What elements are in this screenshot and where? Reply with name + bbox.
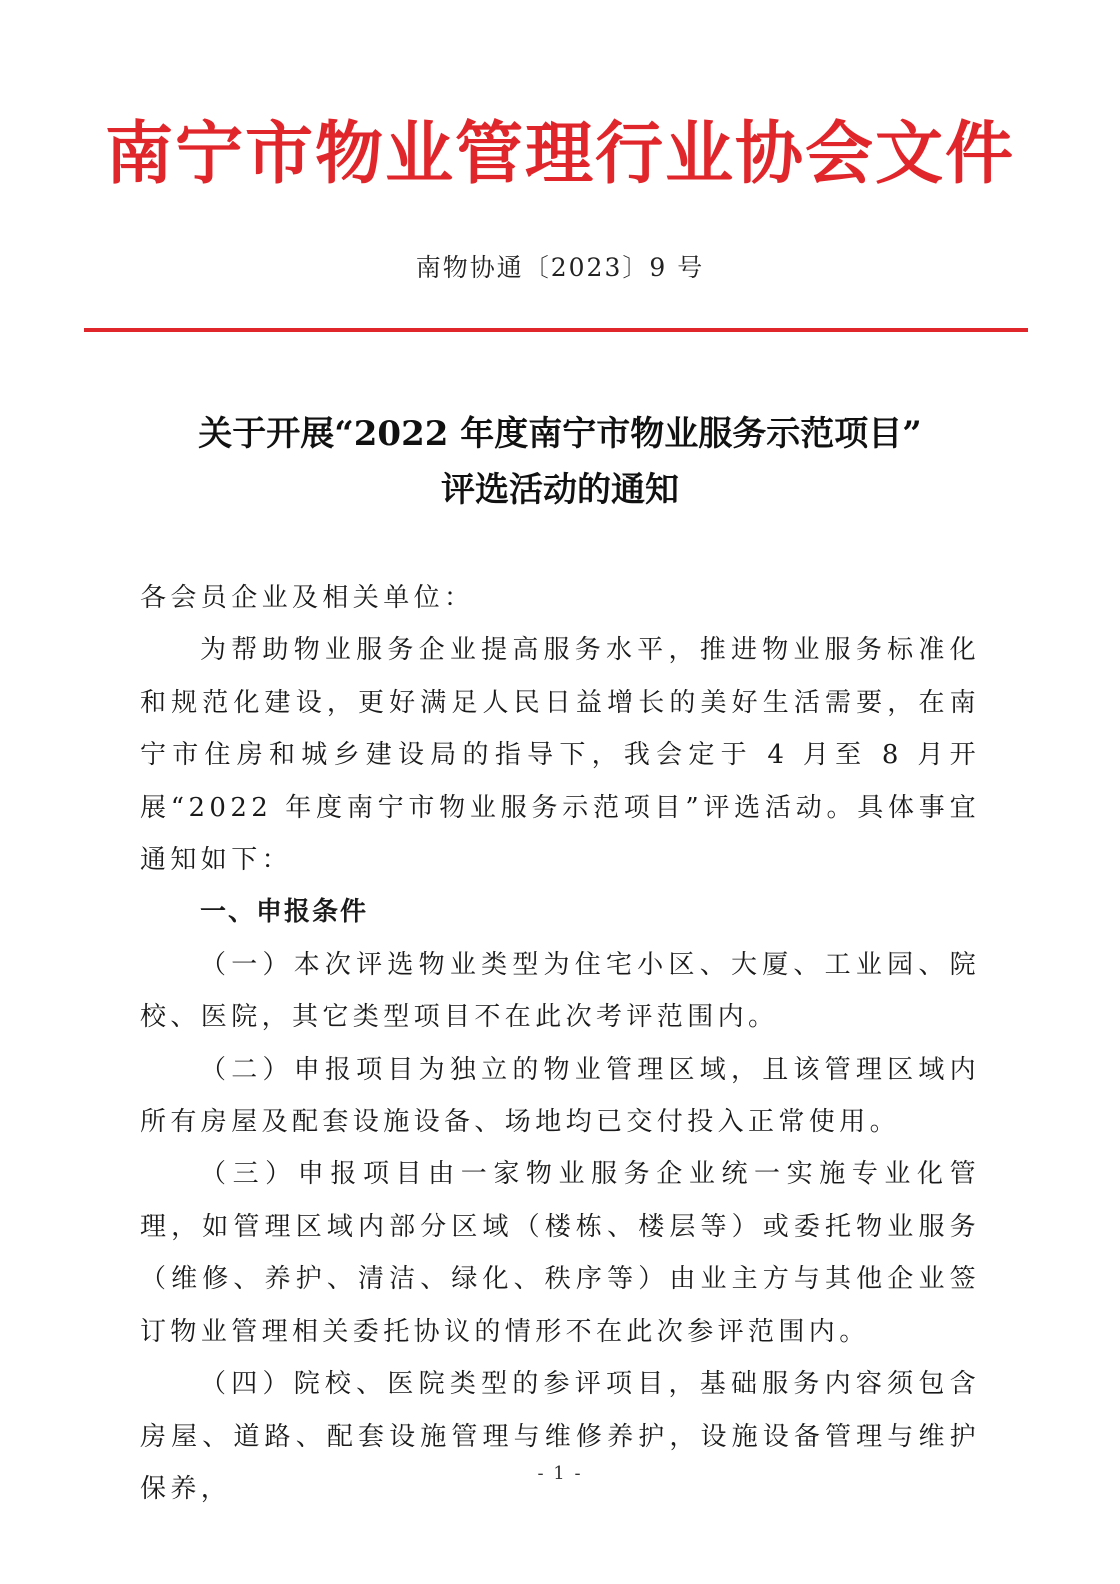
condition-item-4: （四）院校、医院类型的参评项目，基础服务内容须包含房屋、道路、配套设施管理与维修养护，设施设备管理与维护保养， bbox=[140, 1369, 980, 1504]
document-number: 南物协通〔2023〕9 号 bbox=[415, 253, 705, 282]
section-heading-conditions: 一、申报条件 bbox=[200, 897, 369, 928]
condition-item-3: （三）申报项目由一家物业服务企业统一实施专业化管理，如管理区域内部分区域（楼栋、楼层等）或委托物业服务（维修、养护、清洁、绿化、秩序等）由业主方与其他企业签订物业管理相关委托协议的情形不在此次参评范围内。 bbox=[140, 1159, 980, 1347]
notice-title-line-2: 评选活动的通知 bbox=[441, 470, 679, 510]
notice-title-line-1: 关于开展“2022 年度南宁市物业服务示范项目” bbox=[198, 414, 922, 454]
intro-paragraph: 为帮助物业服务企业提高服务水平，推进物业服务标准化和规范化建设，更好满足人民日益增长的美好生活需要，在南宁市住房和城乡建设局的指导下，我会定于 4 月至 8 月开展“2022 年度南宁市物业服务示范项目”评选活动。具体事宜通知如下： bbox=[140, 635, 980, 876]
red-divider-line bbox=[84, 328, 1028, 332]
salutation: 各会员企业及相关单位： bbox=[140, 583, 475, 613]
condition-item-1: （一）本次评选物业类型为住宅小区、大厦、工业园、院校、医院，其它类型项目不在此次考评范围内。 bbox=[140, 949, 980, 1033]
notice-title bbox=[0, 406, 1120, 518]
page-number: - 1 - bbox=[537, 1463, 583, 1484]
notice-body bbox=[140, 572, 980, 1515]
condition-item-2: （二）申报项目为独立的物业管理区域，且该管理区域内所有房屋及配套设施设备、场地均已交付投入正常使用。 bbox=[140, 1054, 980, 1138]
issuer-letterhead-title: 南宁市物业管理行业协会文件 bbox=[104, 114, 1015, 194]
